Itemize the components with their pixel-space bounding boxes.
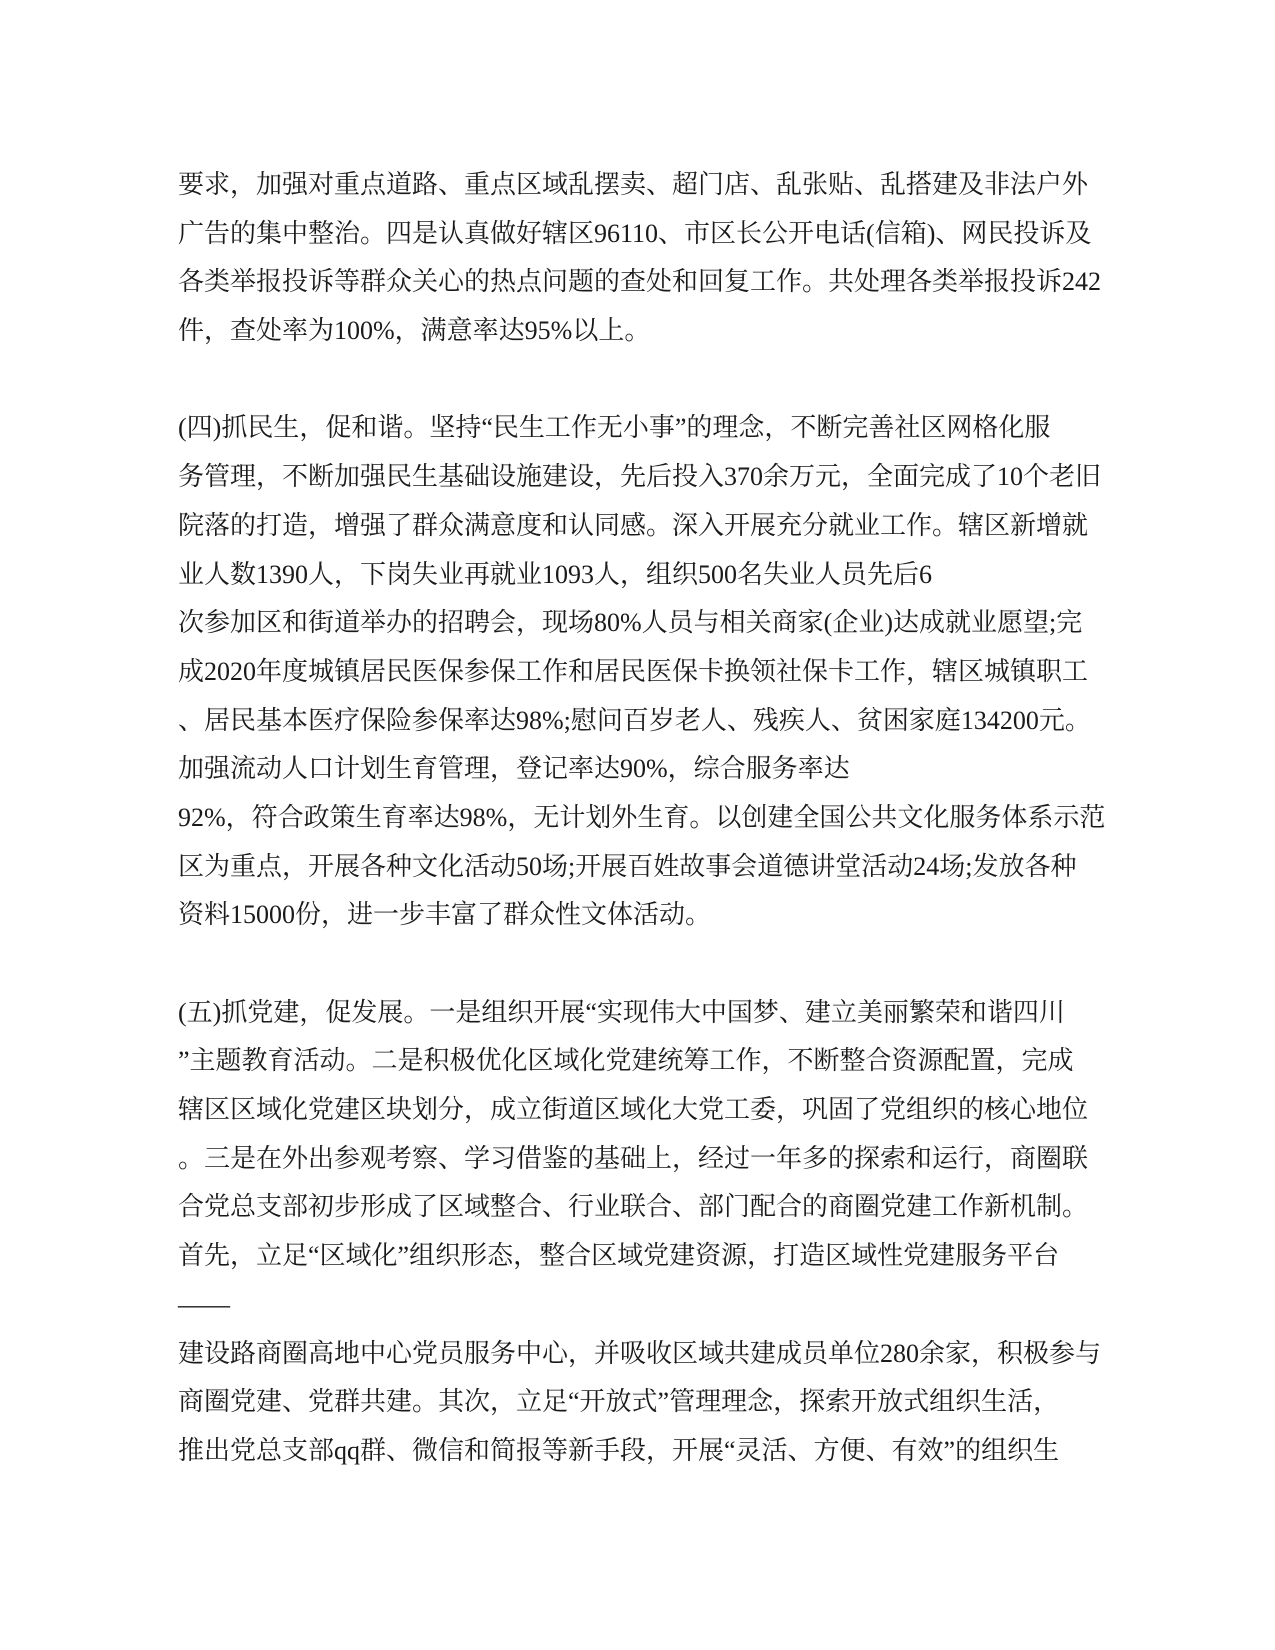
text-line: 建设路商圈高地中心党员服务中心，并吸收区域共建成员单位280余家，积极参与 <box>178 1338 1102 1368</box>
text-line: 首先，立足“区域化”组织形态，整合区域党建资源，打造区域性党建服务平台 <box>178 1241 1060 1271</box>
text-line: ”主题教育活动。二是积极优化区域化党建统筹工作，不断整合资源配置，完成 <box>178 1046 1074 1076</box>
text-line: 资料15000份，进一步丰富了群众性文体活动。 <box>178 900 712 930</box>
em-dash-line: —— <box>178 1289 230 1319</box>
text-line: (四)抓民生，促和谐。坚持“民生工作无小事”的理念，不断完善社区网格化服 <box>178 413 1051 443</box>
document-body <box>178 161 1128 1524</box>
text-line: 业人数1390人，下岗失业再就业1093人，组织500名失业人员先后6 <box>178 559 933 589</box>
text-line: 加强流动人口计划生育管理，登记率达90%，综合服务率达 <box>178 754 850 784</box>
text-line: 成2020年度城镇居民医保参保工作和居民医保卡换领社保卡工作，辖区城镇职工 <box>178 656 1089 686</box>
text-line: 次参加区和街道举办的招聘会，现场80%人员与相关商家(企业)达成就业愿望;完 <box>178 608 1083 638</box>
text-line: 区为重点，开展各种文化活动50场;开展百姓故事会道德讲堂活动24场;发放各种 <box>178 851 1077 881</box>
text-line: 院落的打造，增强了群众满意度和认同感。深入开展充分就业工作。辖区新增就 <box>178 510 1089 540</box>
text-line: 要求，加强对重点道路、重点区域乱摆卖、超门店、乱张贴、乱搭建及非法户外 <box>178 170 1089 199</box>
text-line: 各类举报投诉等群众关心的热点问题的查处和回复工作。共处理各类举报投诉242 <box>178 267 1102 297</box>
paragraph <box>178 404 1128 940</box>
text-line: 务管理，不断加强民生基础设施建设，先后投入370余万元，全面完成了10个老旧 <box>178 462 1102 492</box>
text-line: 合党总支部初步形成了区域整合、行业联合、部门配合的商圈党建工作新机制。 <box>178 1192 1089 1222</box>
text-line: 推出党总支部qq群、微信和简报等新手段，开展“灵活、方便、有效”的组织生 <box>178 1435 1060 1465</box>
text-line: 辖区区域化党建区块划分，成立街道区域化大党工委，巩固了党组织的核心地位 <box>178 1095 1089 1125</box>
text-line: 广告的集中整治。四是认真做好辖区96110、市区长公开电话(信箱)、网民投诉及 <box>178 218 1092 248</box>
text-line: 。三是在外出参观考察、学习借鉴的基础上，经过一年多的探索和运行，商圈联 <box>178 1143 1089 1173</box>
text-line: 92%，符合政策生育率达98%，无计划外生育。以创建全国公共文化服务体系示范 <box>178 802 1106 832</box>
text-line: 、居民基本医疗保险参保率达98%;慰问百岁老人、残疾人、贫困家庭134200元。 <box>178 705 1091 735</box>
paragraph <box>178 161 1128 356</box>
text-line: 件，查处率为100%，满意率达95%以上。 <box>178 316 651 346</box>
text-line: 商圈党建、党群共建。其次，立足“开放式”管理理念，探索开放式组织生活， <box>178 1387 1060 1417</box>
text-line: (五)抓党建，促发展。一是组织开展“实现伟大中国梦、建立美丽繁荣和谐四川 <box>178 997 1065 1027</box>
paragraph <box>178 989 1128 1476</box>
